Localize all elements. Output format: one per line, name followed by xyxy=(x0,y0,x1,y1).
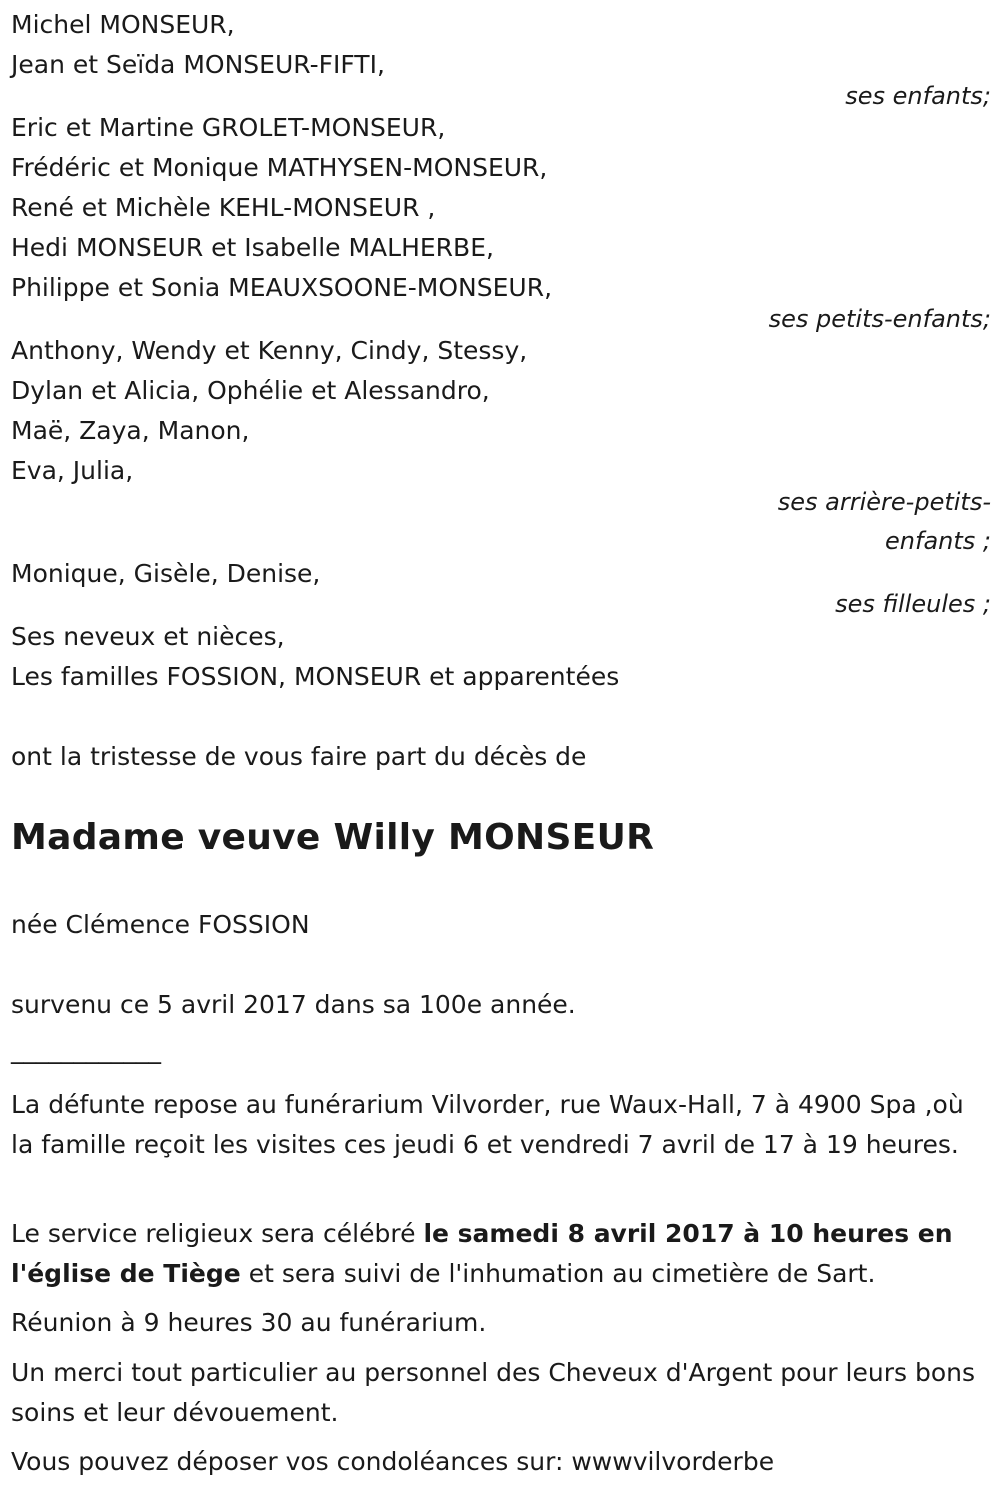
wake-info: La défunte repose au funérarium Vilvorder, rue Waux-Hall, 7 à 4900 Spa ,où la famille reçoit les visites ces jeudi 6 et vendredi 7 avril de 17 à 19 heures. xyxy=(11,1090,964,1159)
great-grandchildren-role-2: enfants ; xyxy=(885,527,991,555)
great-grandchildren-line-1: Anthony, Wendy et Kenny, Cindy, Stessy, xyxy=(11,336,528,365)
children-line-1: Michel MONSEUR, xyxy=(11,10,235,39)
service-date-place: le samedi 8 avril 2017 à 10 heures en l'église de Tiège xyxy=(11,1219,953,1288)
maiden-name: née Clémence FOSSION xyxy=(11,910,310,939)
grandchildren-line-1: Eric et Martine GROLET-MONSEUR, xyxy=(11,113,446,142)
grandchildren-line-2: Frédéric et Monique MATHYSEN-MONSEUR, xyxy=(11,153,548,182)
others-line-1: Ses neveux et nièces, xyxy=(11,622,285,651)
great-grandchildren-line-3: Maë, Zaya, Manon, xyxy=(11,416,250,445)
grandchildren-line-5: Philippe et Sonia MEAUXSOONE-MONSEUR, xyxy=(11,273,553,302)
separator: ____________ xyxy=(11,1035,161,1064)
condolences: Vous pouvez déposer vos condoléances sur: wwwvilvorderbe xyxy=(11,1447,775,1476)
death-info: survenu ce 5 avril 2017 dans sa 100e année. xyxy=(11,990,576,1019)
service-prefix: Le service religieux sera célébré xyxy=(11,1219,424,1248)
children-role: ses enfants; xyxy=(845,82,991,110)
grandchildren-line-4: Hedi MONSEUR et Isabelle MALHERBE, xyxy=(11,233,494,262)
children-line-2: Jean et Seïda MONSEUR-FIFTI, xyxy=(11,50,385,79)
great-grandchildren-line-2: Dylan et Alicia, Ophélie et Alessandro, xyxy=(11,376,490,405)
service-suffix: et sera suivi de l'inhumation au cimetière de Sart. xyxy=(240,1259,876,1288)
service-info xyxy=(11,1214,986,1294)
thanks: Un merci tout particulier au personnel des Cheveux d'Argent pour leurs bons soins et leur dévouement. xyxy=(11,1358,975,1427)
announcement: ont la tristesse de vous faire part du décès de xyxy=(11,742,587,771)
great-grandchildren-role-1: ses arrière-petits- xyxy=(777,488,991,516)
others-line-2: Les familles FOSSION, MONSEUR et apparentées xyxy=(11,662,620,691)
great-grandchildren-line-4: Eva, Julia, xyxy=(11,456,134,485)
deceased-name: Madame veuve Willy MONSEUR xyxy=(11,817,655,858)
grandchildren-line-3: René et Michèle KEHL-MONSEUR , xyxy=(11,193,436,222)
grandchildren-role: ses petits-enfants; xyxy=(768,305,991,333)
goddaughters-line: Monique, Gisèle, Denise, xyxy=(11,559,321,588)
meeting-info: Réunion à 9 heures 30 au funérarium. xyxy=(11,1308,487,1337)
goddaughters-role: ses filleules ; xyxy=(835,590,991,618)
